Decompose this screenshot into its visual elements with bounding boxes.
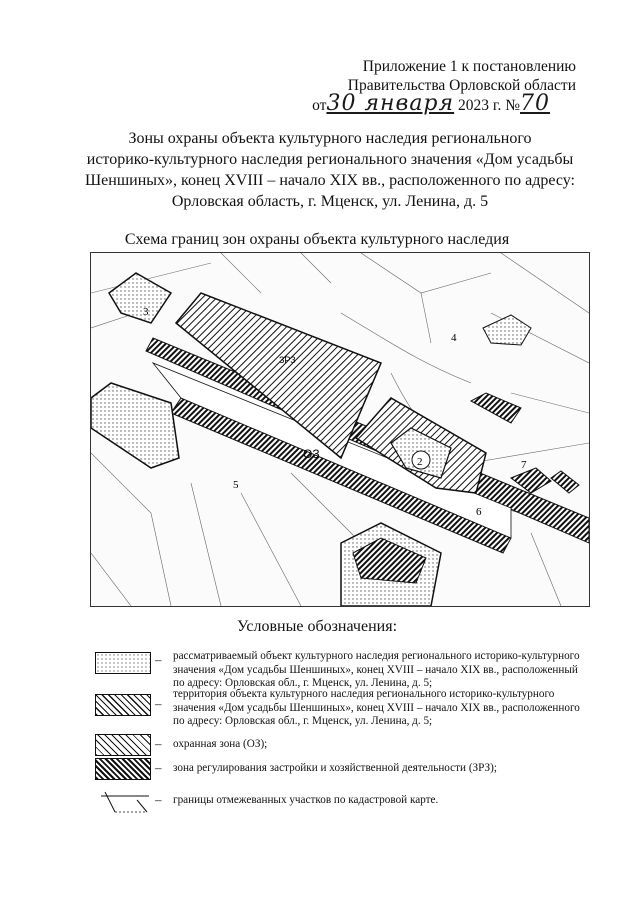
legend-text-zrz: зона регулирования застройки и хозяйственной деятельности (ЗРЗ); xyxy=(173,762,497,774)
legend-swatch-territory xyxy=(95,694,151,716)
label-4: 4 xyxy=(451,332,457,344)
legend-dash-1: – xyxy=(155,652,162,667)
label-2: 2 xyxy=(417,456,423,468)
date-prefix: от xyxy=(312,97,327,114)
cadastral-map xyxy=(90,252,590,607)
legend-swatch-zrz xyxy=(95,758,151,780)
legend-dash-2: – xyxy=(155,696,162,711)
legend-text-oz: охранная зона (ОЗ); xyxy=(173,738,268,750)
legend-swatch-oz xyxy=(95,734,151,756)
title-line-3: Шеншиных», конец XVIII – начало XIX вв., расположенного по адресу: xyxy=(85,172,575,189)
legend-text-object-line-3: по адресу: Орловская обл., г. Мценск, ул. Ленина, д. 5; xyxy=(173,677,433,689)
label-6: 6 xyxy=(476,506,482,518)
legend-dash-4: – xyxy=(155,760,162,775)
legend-swatch-object xyxy=(95,652,151,674)
header-date-line xyxy=(312,91,576,116)
year-text: 2023 г. № xyxy=(457,97,520,114)
title-line-4: Орловская область, г. Мценск, ул. Ленина, д. 5 xyxy=(171,193,489,210)
title-line-2: историко-культурного наследия регионального значения «Дом усадьбы xyxy=(86,151,574,168)
right-building xyxy=(483,315,531,345)
legend-text-territory-line-3: по адресу: Орловская обл., г. Мценск, ул. Ленина, д. 5; xyxy=(173,715,433,727)
legend-text-object-line-2: значения «Дом усадьбы Шеншиных», конец XVIII – начало XIX вв., расположенный xyxy=(173,663,578,676)
legend-swatch-cadastral xyxy=(97,790,153,816)
legend-dash-5: – xyxy=(155,792,162,807)
building-left xyxy=(91,383,179,468)
building-3 xyxy=(109,273,171,323)
legend-text-territory-line-2: значения «Дом усадьбы Шеншиных», конец XVIII – начало XIX вв., расположенного xyxy=(173,701,580,714)
label-oz: ОЗ xyxy=(303,447,320,461)
label-7: 7 xyxy=(521,459,527,471)
legend-dash-3: – xyxy=(155,736,162,751)
legend-title: Условные обозначения: xyxy=(236,618,398,635)
legend-text-territory xyxy=(173,688,583,729)
right-zrz-1 xyxy=(471,393,521,423)
legend-text-cadastral: границы отмежеванных участков по кадастровой карте. xyxy=(173,794,439,806)
header-line-1: Приложение 1 к постановлению xyxy=(362,58,576,75)
title-line-1: Зоны охраны объекта культурного наследия регионального xyxy=(128,130,532,147)
number-handwritten: 70 xyxy=(520,91,550,116)
legend-text-territory-line-1: территория объекта культурного наследия регионального историко-культурного xyxy=(173,688,555,700)
header-line-2: Правительства Орловской области xyxy=(347,77,576,94)
scheme-title: Схема границ зон охраны объекта культурного наследия xyxy=(124,231,510,248)
date-handwritten: 30 января xyxy=(326,91,455,116)
legend-text-object-line-1: рассматриваемый объект культурного наследия регионального историко-культурного xyxy=(173,650,580,662)
document-title xyxy=(60,128,600,212)
label-5: 5 xyxy=(233,479,239,491)
label-zrz: ЗРЗ xyxy=(279,355,296,365)
map-drawing xyxy=(91,253,589,606)
legend-text-object xyxy=(173,650,583,691)
right-zrz-3 xyxy=(551,471,579,493)
label-3: 3 xyxy=(143,306,149,318)
